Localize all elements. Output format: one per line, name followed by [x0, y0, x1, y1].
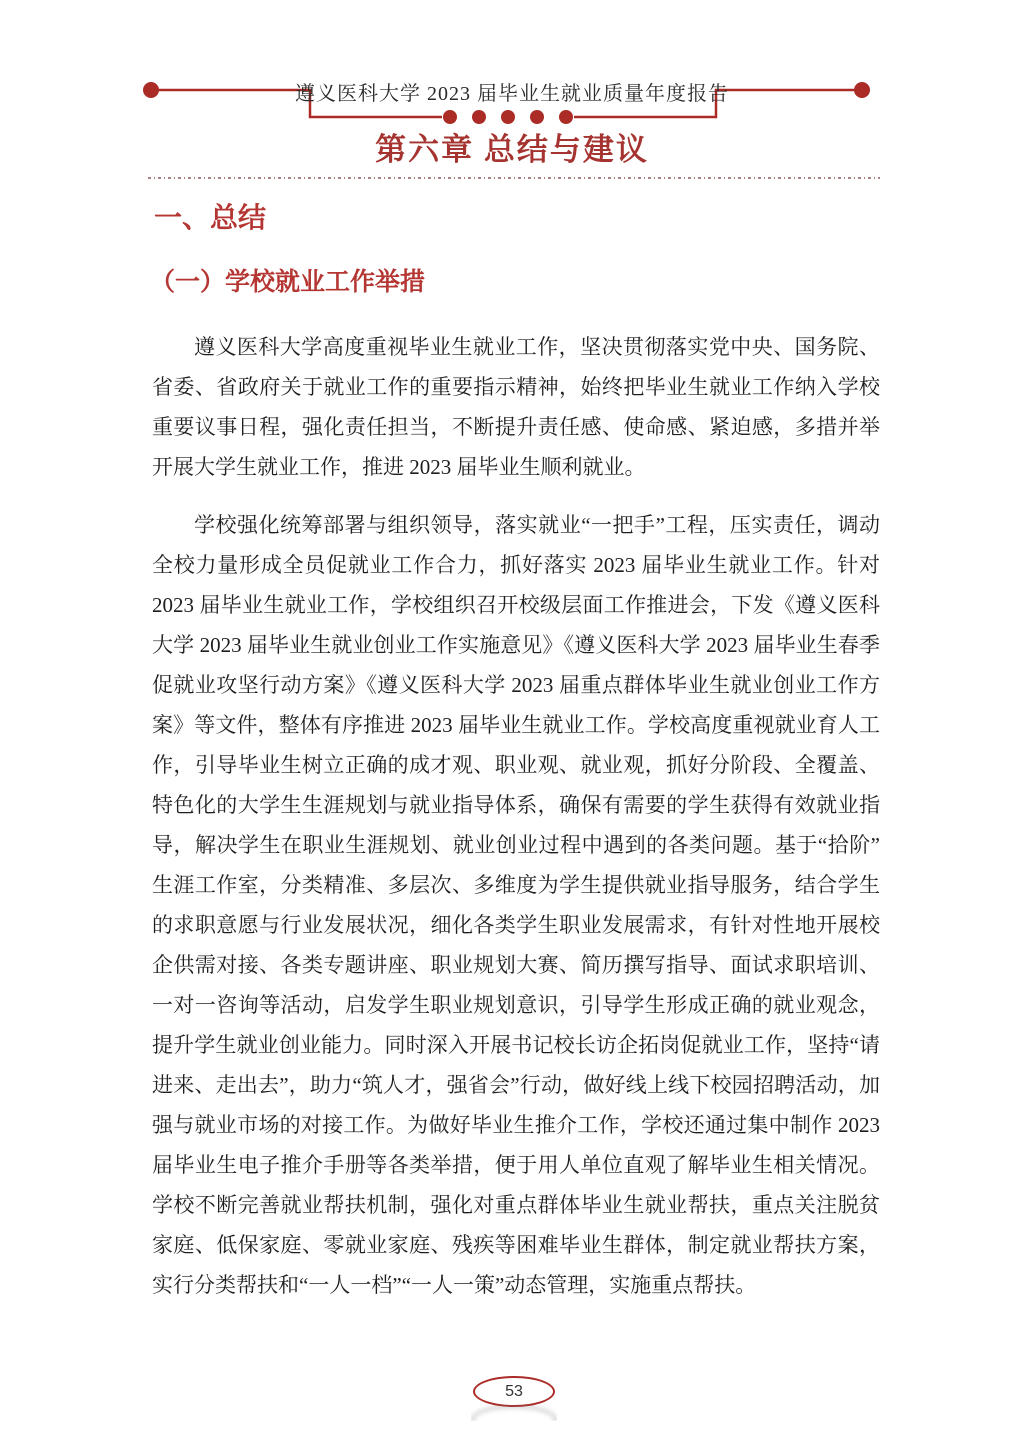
section-heading-summary: 一、总结: [154, 202, 267, 233]
deco-middle-dot: [472, 110, 486, 124]
subsection-heading-school-employment-measures: （一）学校就业工作举措: [150, 268, 426, 296]
deco-middle-dot: [530, 110, 544, 124]
chapter-divider-dotted-line: [148, 177, 880, 179]
header-decoration-line: [0, 0, 1024, 132]
deco-middle-dot: [559, 110, 573, 124]
running-header-report-title: 遵义医科大学 2023 届毕业生就业质量年度报告: [295, 83, 729, 105]
body-paragraph-1: 遵义医科大学高度重视毕业生就业工作，坚决贯彻落实党中央、国务院、省委、省政府关于就业工作的重要指示精神，始终把毕业生就业工作纳入学校重要议事日程，强化责任担当，不断提升责任感、使命感、紧迫感，多措并举开展大学生就业工作，推进 2023 届毕业生顺利就业。: [152, 335, 880, 479]
deco-middle-dot: [443, 110, 457, 124]
page-number: 53: [505, 1382, 523, 1400]
body-paragraph-2: 学校强化统筹部署与组织领导，落实就业“一把手”工程，压实责任，调动全校力量形成全员促就业工作合力，抓好落实 2023 届毕业生就业工作。针对 2023 届毕业生就业工作，学校组织召开校级层面工作推进会，下发《遵义医科大学 2023 届毕业生就业创业工作实施意见》《遵义医科大学 2023 届毕业生春季促就业攻坚行动方案》《遵义医科大学 2023 届重点群体毕业生就业创业工作方案》等文件，整体有序推进 2023 届毕业生就业工作。学校高度重视就业育人工作，引导毕业生树立正确的成才观、职业观、就业观，抓好分阶段、全覆盖、特色化的大学生生涯规划与就业指导体系，确保有需要的学生获得有效就业指导，解决学生在职业生涯规划、就业创业过程中遇到的各类问题。基于“拾阶”生涯工作室，分类精准、多层次、多维度为学生提供就业指导服务，结合学生的求职意愿与行业发展状况，细化各类学生职业发展需求，有针对性地开展校企供需对接、各类专题讲座、职业规划大赛、简历撰写指导、面试求职培训、一对一咨询等活动，启发学生职业规划意识，引导学生形成正确的就业观念，提升学生就业创业能力。同时深入开展书记校长访企拓岗促就业工作，坚持“请进来、走出去”，助力“筑人才，强省会”行动，做好线上线下校园招聘活动，加强与就业市场的对接工作。为做好毕业生推介工作，学校还通过集中制作 2023 届毕业生电子推介手册等各类举措，便于用人单位直观了解毕业生相关情况。学校不断完善就业帮扶机制，强化对重点群体毕业生就业帮扶，重点关注脱贫家庭、低保家庭、零就业家庭、残疾等困难毕业生群体，制定就业帮扶方案，实行分类帮扶和“一人一档”“一人一策”动态管理，实施重点帮扶。: [152, 513, 880, 1297]
page-number-badge: [473, 1376, 555, 1407]
chapter-title: 第六章 总结与建议: [375, 132, 649, 167]
deco-middle-dot: [501, 110, 515, 124]
page-number-reflection: [471, 1405, 557, 1435]
